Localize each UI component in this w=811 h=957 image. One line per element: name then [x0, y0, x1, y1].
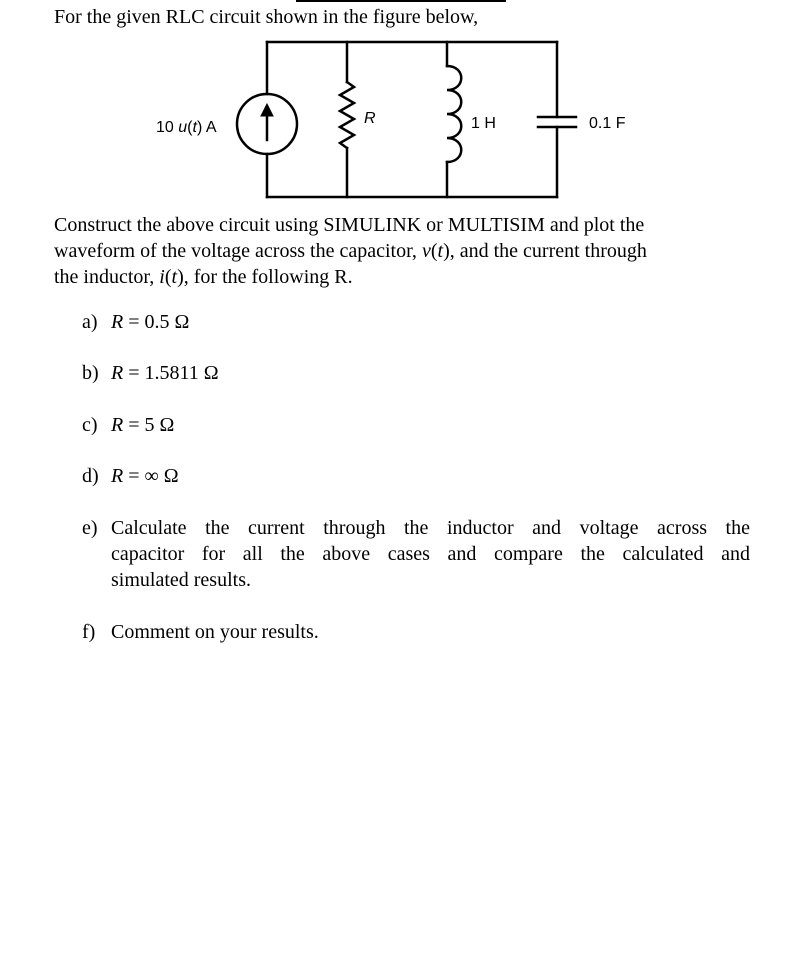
item-label: c)	[82, 414, 98, 436]
inductor-icon	[447, 66, 461, 162]
resistor-icon	[340, 82, 354, 148]
list-item-e	[82, 515, 750, 593]
item-label: f)	[82, 621, 96, 643]
resistor-label: R	[364, 110, 376, 127]
source-label: 10 u(t) A	[156, 119, 217, 136]
list-item-c: c) R = 5 Ω	[82, 414, 175, 436]
list-item-f: f) Comment on your results.	[82, 621, 319, 643]
item-e-line-2: capacitor for all the above cases and compare the calculated and	[111, 543, 750, 565]
list-item-d: d) R = ∞ Ω	[82, 465, 179, 487]
list-item-a: a) R = 0.5 Ω	[82, 311, 190, 333]
intro-text: For the given RLC circuit shown in the figure below,	[54, 6, 479, 28]
source-arrow-head	[261, 104, 273, 116]
paragraph-line-1: Construct the above circuit using SIMULINK or MULTISIM and plot the	[54, 214, 645, 236]
item-e-line-1: Calculate the current through the inductor and voltage across the	[111, 517, 750, 539]
item-label: e)	[82, 517, 98, 539]
item-e-line-3: simulated results.	[111, 569, 251, 591]
instructions-paragraph	[54, 212, 754, 290]
rlc-circuit-diagram	[0, 0, 811, 210]
inductor-label: 1 H	[471, 115, 496, 132]
item-label: d)	[82, 465, 99, 487]
item-label: a)	[82, 311, 98, 333]
item-label: b)	[82, 362, 99, 384]
paragraph-line-2: waveform of the voltage across the capacitor, v(t), and the current through	[54, 240, 647, 262]
paragraph-line-3: the inductor, i(t), for the following R.	[54, 266, 353, 288]
capacitor-label: 0.1 F	[589, 115, 626, 132]
list-item-b: b) R = 1.5811 Ω	[82, 362, 219, 384]
